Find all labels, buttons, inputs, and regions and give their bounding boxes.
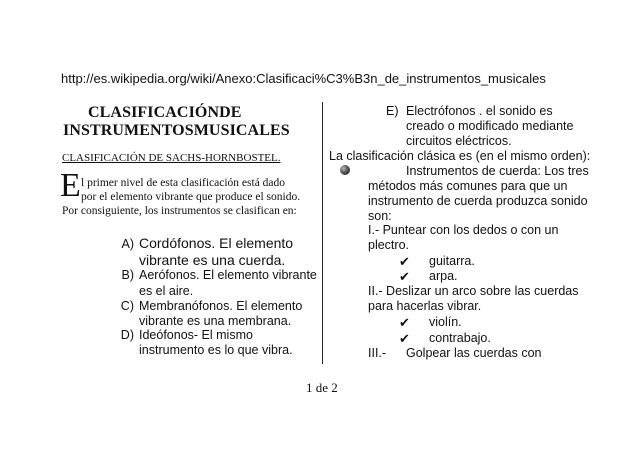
check-icon: ✔ [399,315,410,330]
method-2-line-1: II.- Deslizar un arco sobre las cuerdas [368,284,579,298]
source-url: http://es.wikipedia.org/wiki/Anexo:Clasificaci%C3%B3n_de_instrumentos_musicales [61,71,546,86]
method-1-line-1: I.- Puntear con los dedos o con un [368,223,559,237]
strings-line-1: Instrumentos de cuerda: Los tres [406,164,589,178]
list-item-b-line-1: Aerófonos. El elemento vibrante [139,268,317,282]
list-marker-c: C) [120,299,134,313]
list-marker-b: B) [121,268,134,282]
column-divider [322,102,323,364]
list-item-a-line-1: Cordófonos. El elemento [139,235,294,251]
instrument-contrabajo: contrabajo. [429,331,491,345]
subheading: CLASIFICACIÓN DE SACHS-HORNBOSTEL. [62,152,281,164]
method-2-line-2: para hacerlas vibrar. [368,299,482,313]
instrument-violin: violín. [429,315,462,329]
list-item-b-line-2: es el aire. [139,284,194,298]
list-item-e-line-3: circuitos eléctricos. [406,134,512,148]
method-3-marker: III.- [368,346,387,360]
list-item-a-line-2: vibrante es una cuerda. [139,252,286,268]
list-marker-a: A) [121,237,134,251]
strings-line-2: métodos más comunes para que un [368,179,568,193]
list-marker-d: D) [120,328,134,342]
title-line-1: CLASIFICACIÓNDE [88,104,242,121]
intro-line-3: Por consiguiente, los instrumentos se clasifican en: [62,205,297,217]
check-icon: ✔ [399,254,410,269]
list-item-c-line-1: Membranófonos. El elemento [139,299,303,313]
list-item-e-line-1: Electrófonos . el sonido es [406,104,553,118]
bullet-sphere-icon [340,165,350,175]
list-item-e-line-2: creado o modificado mediante [406,119,574,133]
method-3-text: Golpear las cuerdas con [406,346,542,360]
list-item-c-line-2: vibrante es una membrana. [139,314,292,328]
drop-cap: E [60,167,81,204]
list-marker-e: E) [386,104,399,118]
strings-line-3: instrumento de cuerda produzca sonido [368,194,588,208]
instrument-arpa: arpa. [429,269,458,283]
check-icon: ✔ [399,269,410,284]
list-item-d-line-1: Ideófonos- El mismo [139,328,253,342]
list-item-d-line-2: instrumento es lo que vibra. [139,343,293,357]
check-icon: ✔ [399,331,410,346]
strings-line-4: son: [368,209,392,223]
intro-line-1: l primer nivel de esta clasificación está dado [81,177,286,189]
page-number: 1 de 2 [306,380,338,395]
instrument-guitarra: guitarra. [429,254,475,268]
classic-classification-line: La clasificación clásica es (en el mismo orden): [329,149,591,163]
title-line-2: INSTRUMENTOSMUSICALES [63,122,290,139]
intro-line-2: por el elemento vibrante que produce el sonido. [81,191,301,203]
method-1-line-2: plectro. [368,238,409,252]
